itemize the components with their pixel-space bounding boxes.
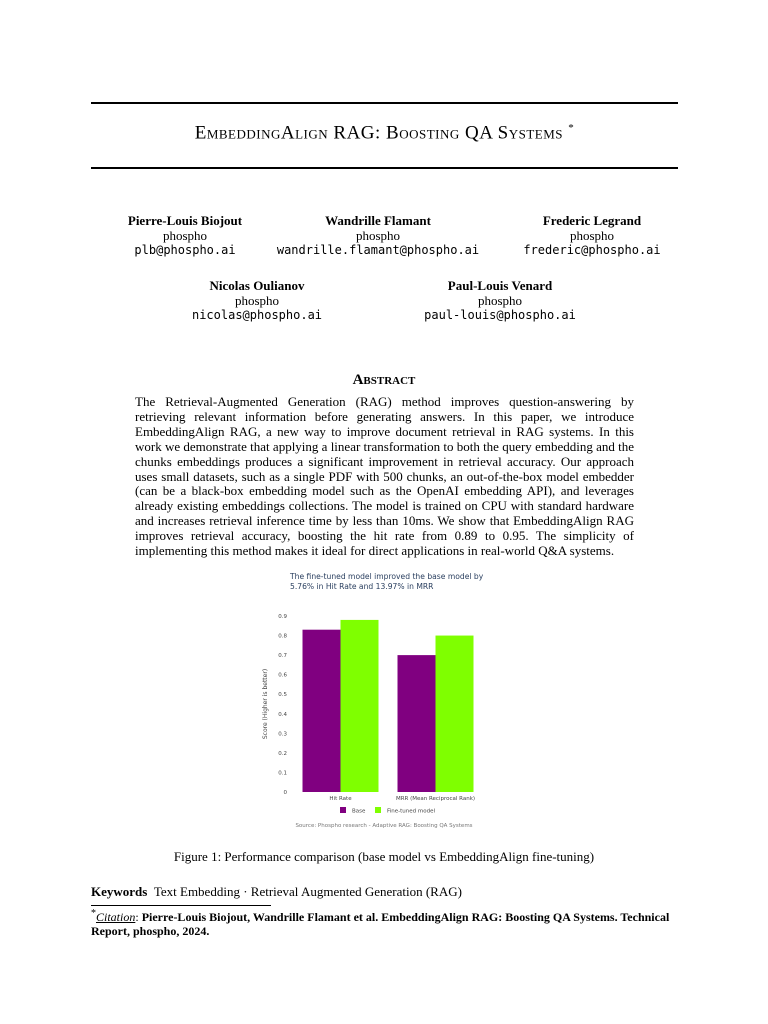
author-name: Pierre-Louis Biojout	[127, 213, 243, 228]
y-tick-label: 0	[283, 790, 287, 796]
y-tick-label: 0.2	[278, 750, 287, 757]
author-email: paul-louis@phospho.ai	[424, 308, 576, 322]
y-tick-label: 0.5	[278, 692, 287, 699]
y-tick-label: 0.4	[278, 711, 287, 718]
bar-base-2	[398, 655, 436, 792]
author-email: frederic@phospho.ai	[523, 243, 661, 257]
y-axis-label: Score (Higher is better)	[262, 668, 269, 740]
bar-base-1	[303, 630, 341, 792]
figure-1-chart	[248, 566, 520, 834]
author-name: Frederic Legrand	[542, 213, 642, 228]
author-5	[415, 278, 585, 323]
figure-caption: Figure 1: Performance comparison (base model vs EmbeddingAlign fine-tuning)	[173, 849, 595, 864]
footnote-text: Pierre-Louis Biojout, Wandrille Flamant et al. EmbeddingAlign RAG: Boosting QA Systems. Technical Report, phospho, 2024.	[91, 910, 670, 938]
legend-label: Base	[352, 808, 366, 815]
y-tick-label: 0.3	[278, 731, 287, 738]
author-email: plb@phospho.ai	[134, 243, 236, 257]
chart-title-line: 5.76% in Hit Rate and 13.97% in MRR	[290, 582, 434, 591]
top-rule	[91, 102, 678, 104]
footnote: *Citation: Pierre-Louis Biojout, Wandrille Flamant et al. EmbeddingAlign RAG: Boosting QA Systems. Technical Report, phospho, 2024.	[91, 908, 670, 938]
bar-fine-tuned-model-1	[341, 620, 379, 792]
abstract-heading: Abstract	[352, 372, 416, 388]
y-tick-label: 0.6	[278, 672, 287, 679]
y-tick-label: 0.8	[278, 633, 287, 640]
author-affiliation: phospho	[162, 228, 208, 243]
author-name: Wandrille Flamant	[325, 213, 431, 228]
y-tick-label: 0.7	[278, 653, 287, 660]
footnote-label: Citation	[96, 910, 136, 924]
author-email: wandrille.flamant@phospho.ai	[276, 243, 480, 257]
abstract-body: The Retrieval-Augmented Generation (RAG) method improves question-answering by retrieving relevant information before generating answers. In this paper, we introduce EmbeddingAlign RAG, a new way to improve document retrieval in RAG systems. In this work we demonstrate that applying a linear transformation to both the query embedding and the chunks embeddings produces a significant improvement in retrieval accuracy. Our approach uses small datasets, such as a single PDF with 500 chunks, an out-of-the-box model embedder (can be a black-box embedding model such as the OpenAI embedding API), and leverages already existing embeddings collections. The model is trained on CPU with standard hardware and increases retrieval inference time by less than 10ms. We show that EmbeddingAlign RAG improves retrieval accuracy, boosting the hit rate from 0.89 to 0.95. The simplicity of implementing this method makes it ideal for direct applications in real-world Q&A systems.	[135, 394, 634, 559]
title-footnote-mark: *	[568, 122, 575, 134]
author-affiliation: phospho	[234, 293, 280, 308]
author-2	[263, 213, 493, 258]
author-name: Nicolas Oulianov	[209, 278, 305, 293]
paper-title: EmbeddingAlign RAG: Boosting QA Systems *	[194, 122, 575, 144]
legend-swatch	[340, 807, 346, 813]
keywords-label: Keywords	[91, 884, 148, 899]
y-tick-label: 0.1	[278, 770, 287, 777]
bar-fine-tuned-model-2	[436, 636, 474, 792]
author-1	[95, 213, 275, 258]
legend-label: Fine-tuned model	[387, 808, 436, 815]
author-affiliation: phospho	[355, 228, 401, 243]
chart-source-note: Source: Phospho research - Adaptive RAG: Boosting QA Systems	[295, 823, 473, 829]
author-4	[172, 278, 342, 323]
author-affiliation: phospho	[477, 293, 523, 308]
y-tick-label: 0.9	[278, 614, 287, 620]
legend-swatch	[375, 807, 381, 813]
author-email: nicolas@phospho.ai	[191, 308, 323, 322]
footnote-mark: *	[91, 908, 96, 919]
keywords-line	[91, 884, 462, 900]
author-3	[497, 213, 687, 258]
title-bottom-rule	[91, 167, 678, 169]
author-name: Paul-Louis Venard	[447, 278, 553, 293]
keywords-text: Text Embedding · Retrieval Augmented Generation (RAG)	[153, 884, 462, 899]
x-tick-label: MRR (Mean Reciprocal Rank)	[395, 796, 476, 802]
x-tick-label: Hit Rate	[329, 796, 352, 802]
chart-title-line: The fine-tuned model improved the base model by	[290, 572, 484, 581]
footnote-rule	[91, 905, 271, 906]
author-affiliation: phospho	[569, 228, 615, 243]
